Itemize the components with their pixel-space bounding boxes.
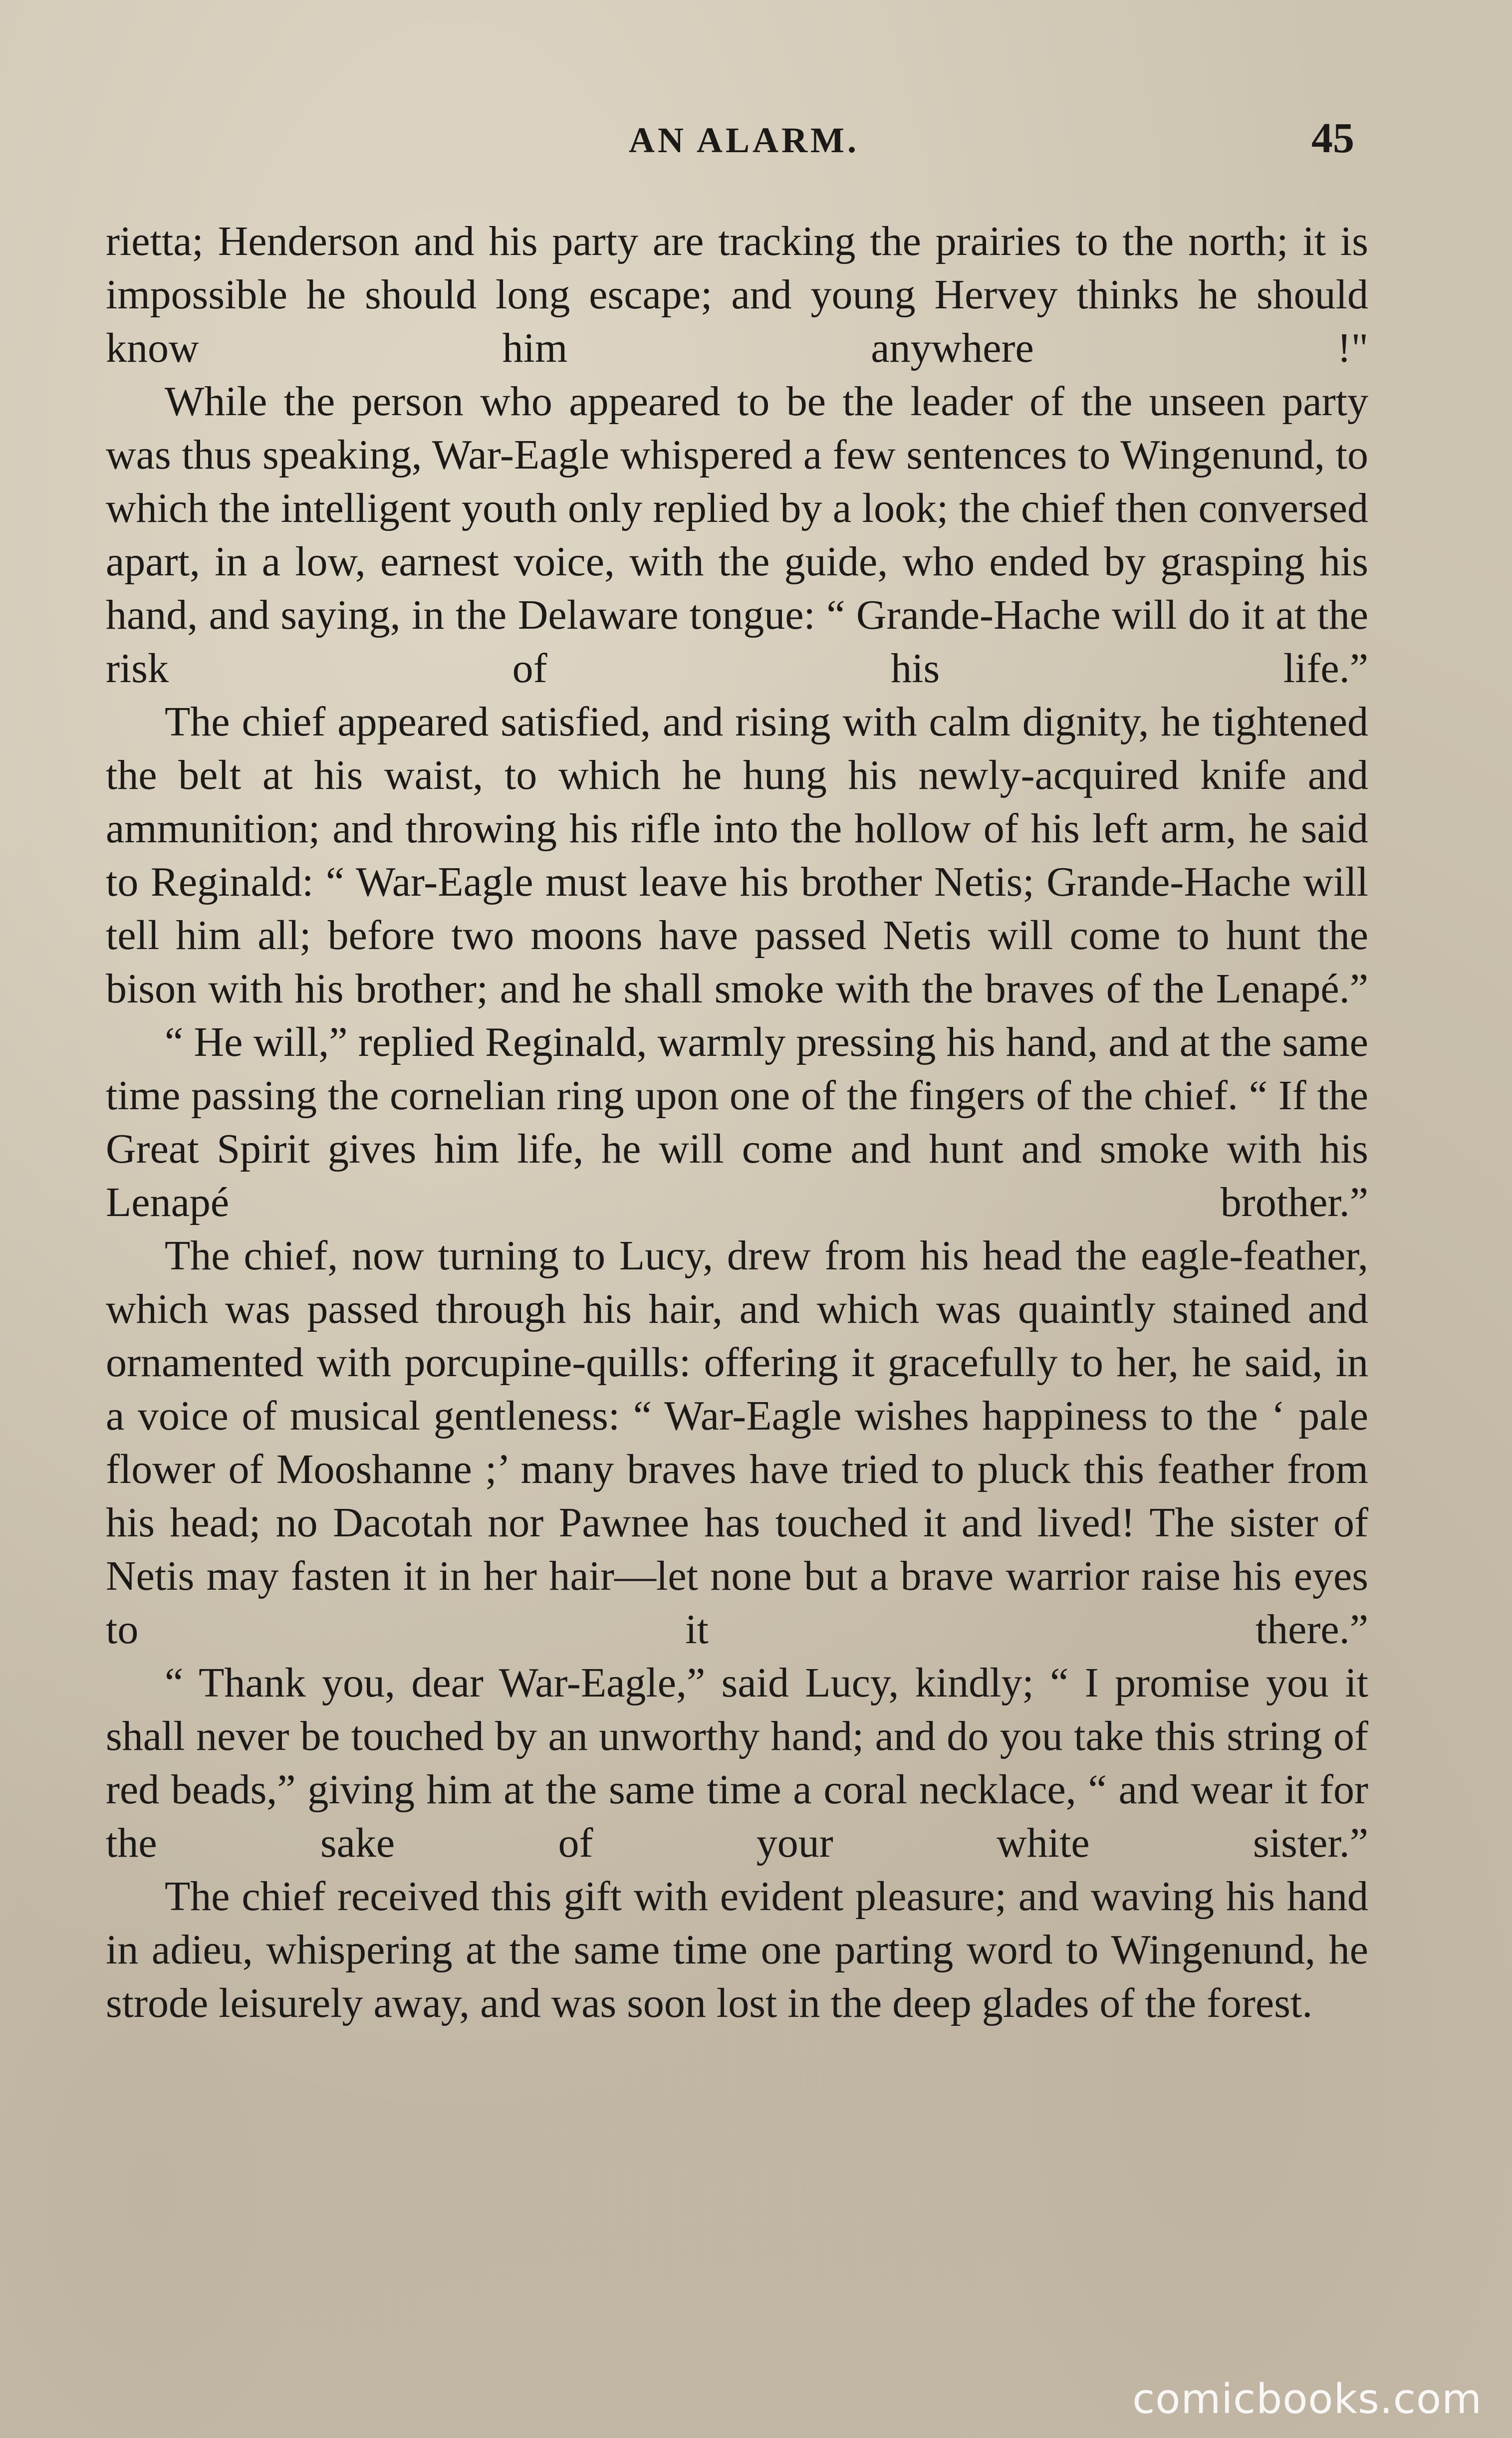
- watermark: comicbooks.com: [1132, 2376, 1482, 2423]
- paragraph: While the person who appeared to be the leader of the unseen party was thus speaking, War-Eagle whispered a few sentences to Wingenund, to which the intelligent youth only replied by a look; the chief then conversed apart, in a low, earnest voice, with the guide, who ended by grasping his hand, and saying, in the Delaware tongue: “ Grande-Hache will do it at the risk of his life.”: [106, 378, 1368, 692]
- paragraph: “ Thank you, dear War-Eagle,” said Lucy, kindly; “ I promise you it shall never be touched by an unworthy hand; and do you take this string of red beads,” giving him at the same time a coral necklace, “ and wear it for the sake of your white sister.”: [106, 1660, 1368, 1866]
- paragraph: The chief, now turning to Lucy, drew from his head the eagle-feather, which was passed through his hair, and which was quaintly stained and ornamented with porcupine-quills: offering it gracefully to her, he said, in a voice of musical gentleness: “ War-Eagle wishes happiness to the ‘ pale flower of Mooshanne ;’ many braves have tried to pluck this feather from his head; no Dacotah nor Pawnee has touched it and lived! The sister of Netis may fasten it in her hair—let none but a brave warrior raise his eyes to it there.”: [106, 1232, 1368, 1653]
- running-title: AN ALARM.: [629, 120, 859, 160]
- body-text: [106, 215, 1368, 2030]
- paragraph-continued: rietta; Henderson and his party are tracking the prairies to the north; it is impossible he should long escape; and young Hervey thinks he should know him anywhere !": [106, 218, 1368, 371]
- paragraph: The chief appeared satisfied, and rising with calm dignity, he tightened the belt at his waist, to which he hung his newly-acquired knife and ammunition; and throwing his rifle into the hollow of his left arm, he said to Reginald: “ War-Eagle must leave his brother Netis; Grande-Hache will tell him all; before two moons have passed Netis will come to hunt the bison with his brother; and he shall smoke with the braves of the Lenapé.”: [106, 699, 1368, 1012]
- paragraph: The chief received this gift with evident pleasure; and waving his hand in adieu, whispering at the same time one parting word to Wingenund, he strode leisurely away, and was soon lost in the deep glades of the forest.: [106, 1873, 1368, 2026]
- page-number: 45: [1311, 114, 1354, 162]
- paragraph: “ He will,” replied Reginald, warmly pressing his hand, and at the same time passing the cornelian ring upon one of the fingers of the chief. “ If the Great Spirit gives him life, he will come and hunt and smoke with his Lenapé brother.”: [106, 1019, 1368, 1225]
